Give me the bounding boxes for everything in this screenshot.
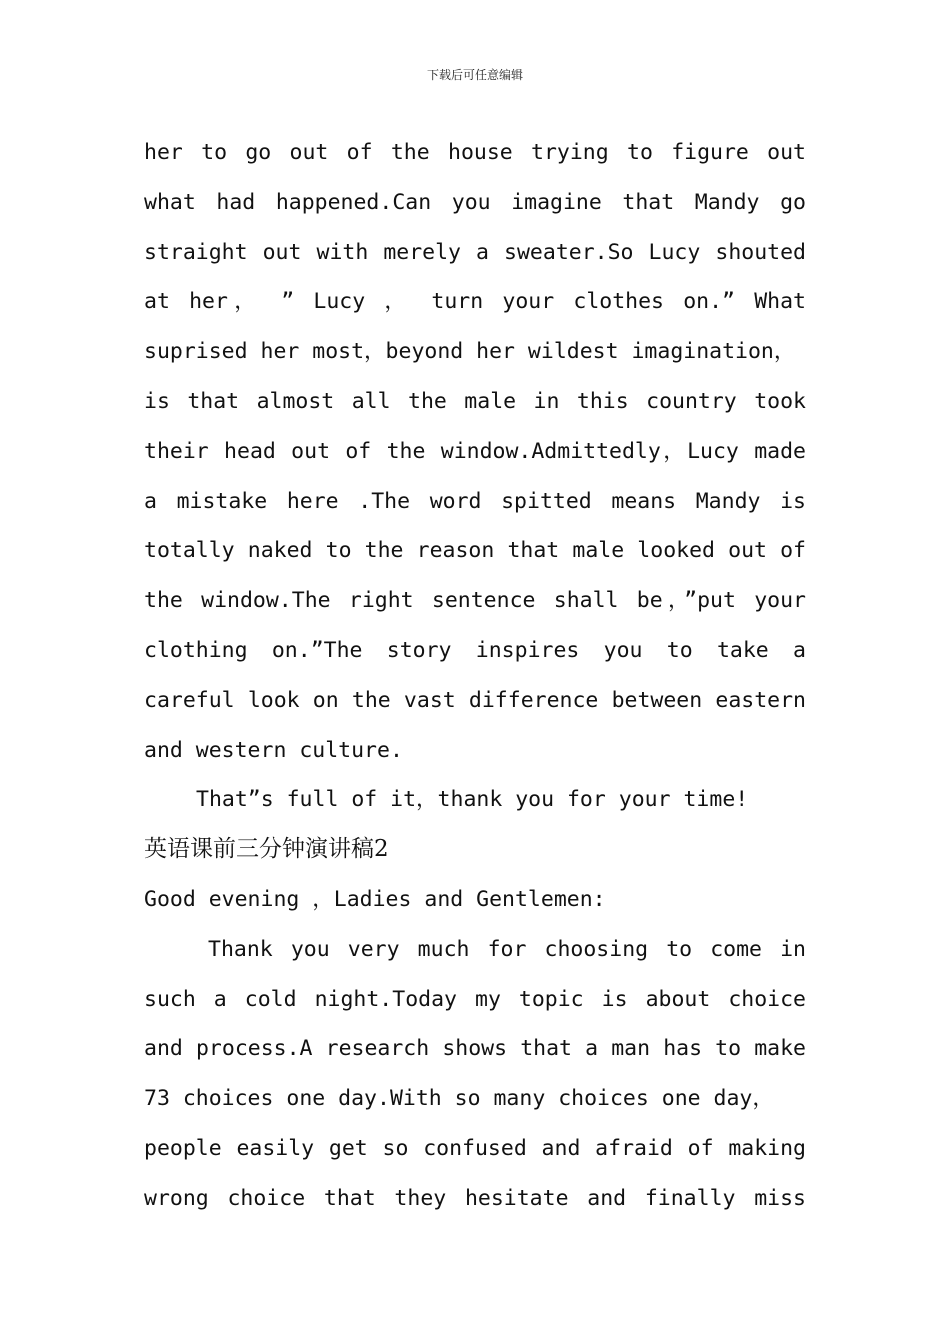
text-line: their head out of the window.Admittedly，Lucy made [144,438,806,464]
text-line: what had happened.Can you imagine that Mandy go [144,189,806,215]
text-line: clothing on.”The story inspires you to take a [144,637,806,663]
closing-line: That”s full of it，thank you for your time! [196,787,749,813]
text-line: straight out with merely a sweater.So Lucy shouted [144,239,806,265]
text-line: the window.The right sentence shall be，”put your [144,588,806,614]
text-line: careful look on the vast difference between eastern [144,687,806,713]
text-line: people easily get so confused and afraid of making [144,1135,806,1161]
text-line: her to go out of the house trying to figure out [144,140,806,165]
text-line: totally naked to the reason that male looked out of [144,538,806,564]
text-line: is that almost all the male in this country took [144,388,806,414]
text-line: at her， ” Lucy ， turn your clothes on.” What [144,289,806,315]
greeting-line: Good evening ，Ladies and Gentlemen: [144,886,606,912]
text-line: such a cold night.Today my topic is about choice [144,986,806,1012]
section-title: 英语课前三分钟演讲稿2 [144,836,389,863]
text-line: a mistake here .The word spitted means Mandy is [144,488,806,514]
page-header: 下载后可任意编辑 [426,68,523,82]
paragraph-speech [144,925,806,1224]
text-line: wrong choice that they hesitate and finally miss [144,1185,806,1211]
text-line: and process.A research shows that a man has to make [144,1036,806,1062]
paragraph-story [144,128,806,775]
text-line: and western culture. [144,737,403,763]
text-line: 73 choices one day.With so many choices one day， [144,1086,774,1112]
document-body [144,128,806,1224]
text-line: suprised her most，beyond her wildest imagination， [144,339,796,365]
text-line: Thank you very much for choosing to come in [208,936,806,962]
